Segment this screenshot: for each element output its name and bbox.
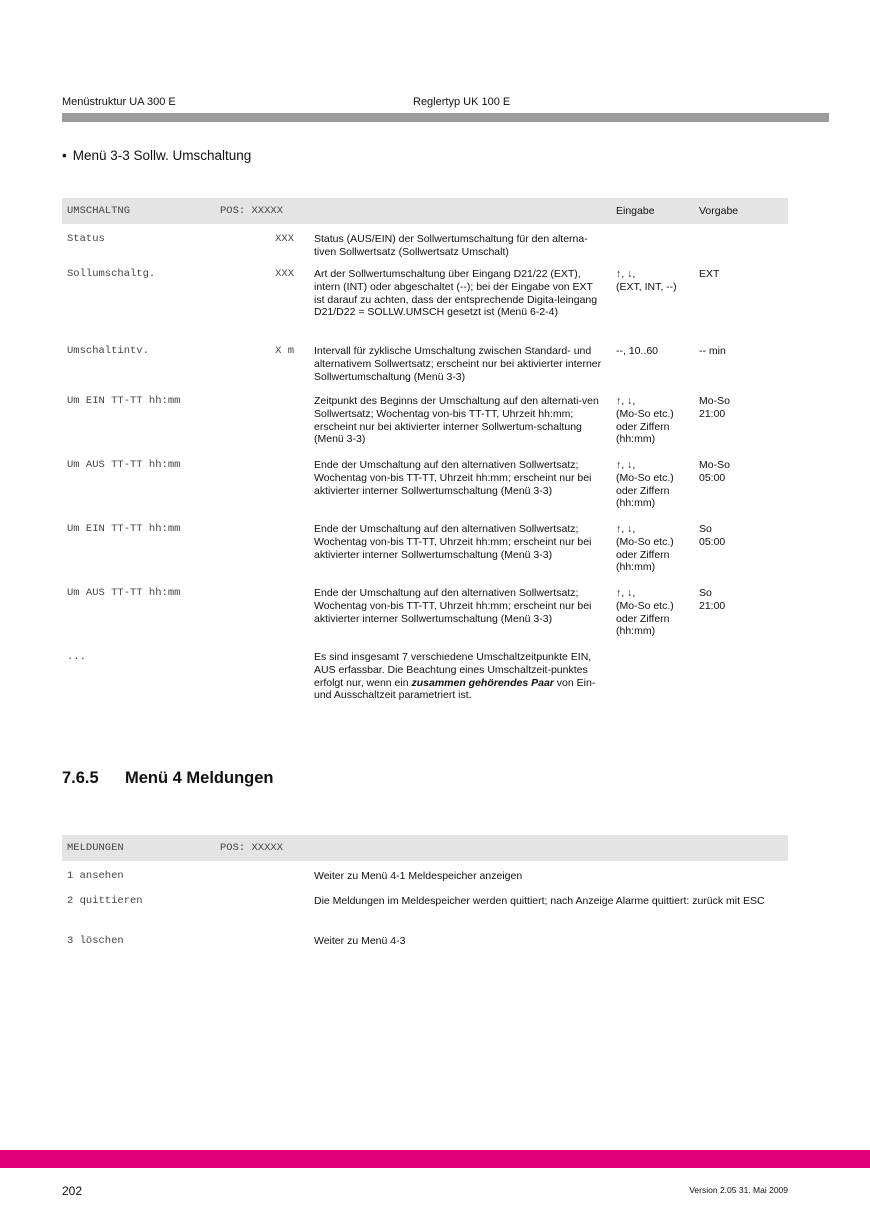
param-input: ↑, ↓, (Mo-So etc.) oder Ziffern (hh:mm) bbox=[616, 523, 674, 574]
header-pos: POS: XXXXX bbox=[220, 198, 300, 224]
menu-item-name: 2 quittieren bbox=[67, 895, 143, 907]
param-name: Um AUS TT-TT hh:mm bbox=[67, 459, 181, 471]
param-description: Ende der Umschaltung auf den alternativen Sollwertsatz; Wochentag von-bis TT-TT, Uhrzeit hh:mm; erscheint nur bei aktivierter interner Sollwertumschaltung (Menü 3-3) bbox=[314, 523, 592, 561]
param-description: Ende der Umschaltung auf den alternativen Sollwertsatz; Wochentag von-bis TT-TT, Uhrzeit hh:mm; erscheint nur bei aktivierter interner Sollwertumschaltung (Menü 3-3) bbox=[314, 587, 592, 625]
param-name: Umschaltintv. bbox=[67, 345, 149, 357]
header-divider-bar bbox=[62, 113, 829, 122]
menu-item-name: 3 löschen bbox=[67, 935, 124, 947]
param-input: --, 10..60 bbox=[616, 345, 659, 357]
param-description: Zeitpunkt des Beginns der Umschaltung auf den alternati-ven Sollwertsatz; Wochentag von-bis TT-TT, Uhrzeit hh:mm; erscheint nur bei aktivierter interner Sollwertum-schaltung (Menü 3-3) bbox=[314, 395, 599, 446]
section-title: Menü 4 Meldungen bbox=[125, 769, 274, 787]
param-name: Um EIN TT-TT hh:mm bbox=[67, 523, 181, 535]
param-value: XXX bbox=[275, 268, 294, 280]
menu-item-description: Die Meldungen im Meldespeicher werden quittiert; nach Anzeige Alarme quittiert: zurück mit ESC bbox=[314, 895, 765, 907]
bullet-icon: • bbox=[62, 148, 67, 163]
header-empty bbox=[300, 198, 610, 224]
table-row bbox=[62, 450, 788, 514]
menu-item-description: Weiter zu Menü 4-3 bbox=[314, 935, 406, 947]
menu-item-pos bbox=[220, 886, 300, 926]
header-left-title: Menüstruktur UA 300 E bbox=[62, 96, 176, 108]
param-description: Art der Sollwertumschaltung über Eingang D21/22 (EXT), intern (INT) oder abgeschaltet (--); bei der Eingabe von EXT ist darauf zu achten, dass der entsprechende Digita-leingang D21/D22 = SOLLW.UMSCH gesetzt ist (Menü 6-2-4) bbox=[314, 268, 598, 319]
table-row bbox=[62, 578, 788, 642]
param-value bbox=[220, 642, 300, 702]
param-value bbox=[220, 450, 300, 514]
version-info: Version 2.05 31. Mai 2009 bbox=[689, 1185, 788, 1195]
param-description: Intervall für zyklische Umschaltung zwischen Standard- und alternativem Sollwertsatz; erscheint nur bei aktivierter interner Sollwertumschaltung (Menü 3-3) bbox=[314, 345, 602, 383]
param-name: ... bbox=[67, 651, 86, 663]
param-description bbox=[300, 642, 610, 702]
section-number: 7.6.5 bbox=[62, 769, 99, 787]
menu-bullet-title bbox=[62, 148, 251, 163]
menu-item-pos bbox=[220, 861, 300, 886]
table-row bbox=[62, 259, 788, 336]
param-default: EXT bbox=[699, 268, 720, 280]
table-row-note bbox=[62, 642, 788, 702]
table-header-row bbox=[62, 198, 788, 224]
param-value: X m bbox=[275, 345, 294, 357]
header-menu-name: MELDUNGEN bbox=[62, 835, 220, 861]
note-emphasis: zusammen gehörendes Paar bbox=[411, 676, 554, 689]
note-text: Es sind insgesamt 7 verschiedene Umschaltzeitpunkte EIN, AUS erfassbar. Die Beachtung eines Umschaltzeit-punktes erfolgt nur, wenn ein bbox=[314, 651, 592, 689]
param-default: -- min bbox=[699, 345, 726, 357]
param-input bbox=[610, 224, 693, 259]
param-description: Status (AUS/EIN) der Sollwertumschaltung für den alterna-tiven Sollwertsatz (Sollwertsatz Umschalt) bbox=[314, 233, 588, 258]
param-name: Status bbox=[67, 233, 105, 245]
menu-bullet-text: Menü 3-3 Sollw. Umschaltung bbox=[72, 148, 252, 163]
param-default: Mo-So 21:00 bbox=[699, 395, 730, 420]
header-vorgabe: Vorgabe bbox=[693, 198, 788, 224]
header-center-title: Reglertyp UK 100 E bbox=[413, 96, 511, 108]
section-heading bbox=[62, 769, 274, 788]
menu-item-name: 1 ansehen bbox=[67, 870, 124, 882]
table-row bbox=[62, 224, 788, 259]
param-input: ↑, ↓, (EXT, INT, --) bbox=[616, 268, 677, 293]
table-row bbox=[62, 336, 788, 386]
header-pos: POS: XXXXX bbox=[220, 835, 300, 861]
note-text-end: von Ein- und Ausschaltzeit parametriert ist. bbox=[314, 676, 596, 702]
menu-item-description: Weiter zu Menü 4-1 Meldespeicher anzeigen bbox=[314, 870, 523, 882]
param-default bbox=[693, 642, 788, 702]
table-row bbox=[62, 926, 788, 951]
param-input: ↑, ↓, (Mo-So etc.) oder Ziffern (hh:mm) bbox=[616, 587, 674, 638]
menu-item-pos bbox=[220, 926, 300, 951]
footer-accent-bar bbox=[0, 1150, 870, 1168]
menu-3-3-table bbox=[62, 198, 788, 702]
param-value: XXX bbox=[275, 233, 294, 245]
page-number: 202 bbox=[62, 1184, 83, 1198]
param-default: Mo-So 05:00 bbox=[699, 459, 730, 484]
param-value bbox=[220, 578, 300, 642]
param-name: Sollumschaltg. bbox=[67, 268, 156, 280]
header-empty bbox=[300, 835, 788, 861]
param-value bbox=[220, 386, 300, 450]
param-input: ↑, ↓, (Mo-So etc.) oder Ziffern (hh:mm) bbox=[616, 395, 674, 446]
param-value bbox=[220, 514, 300, 578]
param-input: ↑, ↓, (Mo-So etc.) oder Ziffern (hh:mm) bbox=[616, 459, 674, 510]
table-header-row bbox=[62, 835, 788, 861]
param-default: So 05:00 bbox=[699, 523, 726, 548]
header-menu-name: UMSCHALTNG bbox=[62, 198, 220, 224]
param-name: Um AUS TT-TT hh:mm bbox=[67, 587, 181, 599]
param-default bbox=[693, 224, 788, 259]
param-input bbox=[610, 642, 693, 702]
table-row bbox=[62, 861, 788, 886]
param-name: Um EIN TT-TT hh:mm bbox=[67, 395, 181, 407]
header-eingabe: Eingabe bbox=[610, 198, 693, 224]
table-row bbox=[62, 514, 788, 578]
table-row bbox=[62, 886, 788, 926]
param-description: Ende der Umschaltung auf den alternativen Sollwertsatz; Wochentag von-bis TT-TT, Uhrzeit hh:mm; erscheint nur bei aktivierter interner Sollwertumschaltung (Menü 3-3) bbox=[314, 459, 592, 497]
param-default: So 21:00 bbox=[699, 587, 726, 612]
table-row bbox=[62, 386, 788, 450]
menu-4-table bbox=[62, 835, 788, 951]
